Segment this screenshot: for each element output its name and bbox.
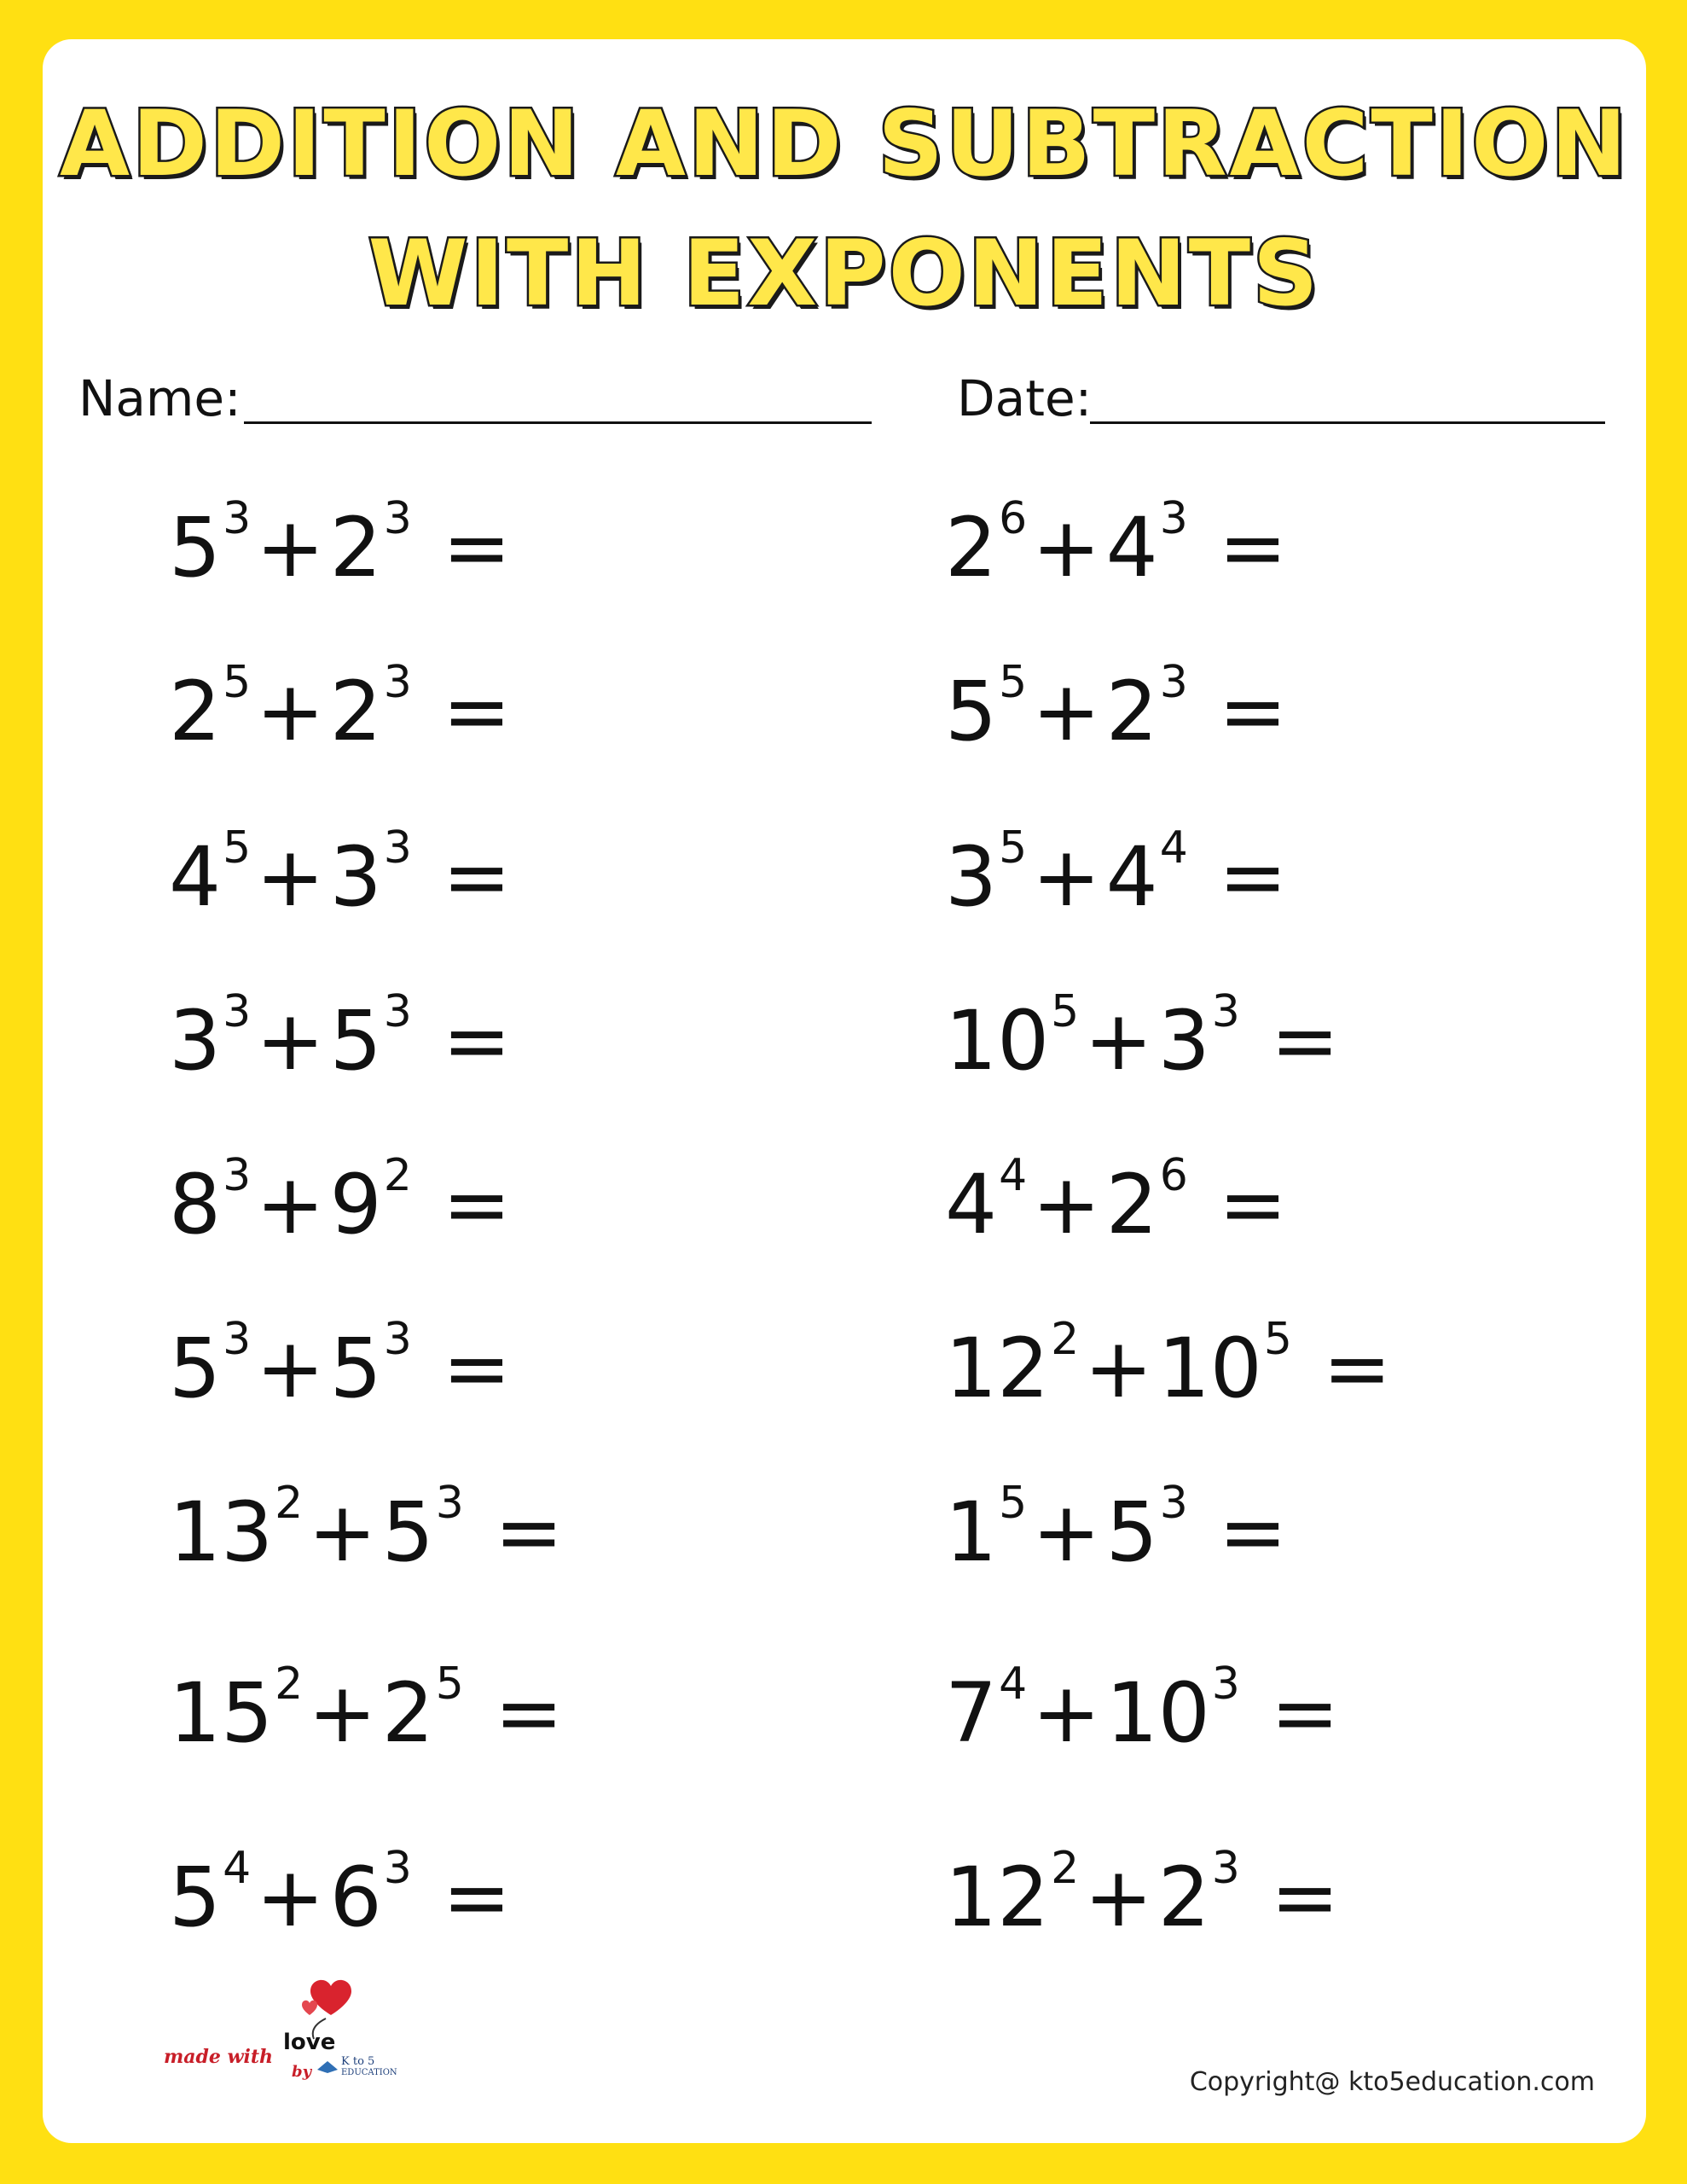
base: 5	[1105, 1484, 1158, 1580]
base: 4	[1105, 500, 1158, 595]
base: 5	[329, 1321, 382, 1416]
base: 5	[329, 993, 382, 1089]
exponent: 3	[1211, 1843, 1240, 1894]
base: 4	[945, 1157, 998, 1252]
made-with-text: made with	[164, 2046, 274, 2068]
problem-right-9	[945, 1843, 1340, 1945]
exponent: 3	[383, 657, 412, 708]
exponent: 3	[1159, 657, 1188, 708]
exponent: 3	[383, 493, 412, 544]
exponent: 5	[435, 1658, 464, 1710]
problem-left-2	[169, 657, 512, 759]
exponent: 3	[223, 986, 252, 1037]
base: 13	[169, 1484, 274, 1580]
equals-sign: =	[1218, 500, 1288, 595]
plus-sign: +	[1084, 1850, 1153, 1945]
equals-sign: =	[442, 993, 512, 1089]
worksheet-title-line-2: WITH EXPONENTS	[368, 221, 1321, 326]
exponent: 4	[999, 1658, 1028, 1710]
love-text: love	[283, 2030, 336, 2055]
base: 2	[381, 1665, 434, 1761]
equals-sign: =	[1270, 993, 1340, 1089]
plus-sign: +	[308, 1665, 377, 1761]
copyright-text: Copyright@ kto5education.com	[1189, 2067, 1595, 2097]
exponent: 2	[1051, 1314, 1080, 1365]
base: 10	[945, 993, 1050, 1089]
plus-sign: +	[256, 993, 325, 1089]
base: 3	[169, 993, 222, 1089]
logo-text-kto5: K to 5	[341, 2055, 375, 2068]
plus-sign: +	[1032, 664, 1101, 759]
equals-sign: =	[442, 1850, 512, 1945]
plus-sign: +	[256, 500, 325, 595]
worksheet-title-line-1: ADDITION AND SUBTRACTION	[59, 91, 1630, 196]
base: 10	[1105, 1665, 1210, 1761]
base: 2	[329, 500, 382, 595]
exponent: 3	[1211, 986, 1240, 1037]
plus-sign: +	[1032, 1665, 1101, 1761]
base: 9	[329, 1157, 382, 1252]
plus-sign: +	[1032, 500, 1101, 595]
equals-sign: =	[1218, 1157, 1288, 1252]
exponent: 2	[275, 1658, 304, 1710]
exponent: 3	[383, 1314, 412, 1365]
base: 4	[1105, 829, 1158, 925]
exponent: 5	[999, 822, 1028, 874]
exponent: 5	[999, 1478, 1028, 1529]
exponent: 3	[383, 1843, 412, 1894]
equals-sign: =	[442, 1157, 512, 1252]
base: 5	[169, 1850, 222, 1945]
equals-sign: =	[1270, 1850, 1340, 1945]
base: 1	[945, 1484, 998, 1580]
base: 2	[1105, 664, 1158, 759]
equals-sign: =	[442, 829, 512, 925]
exponent: 4	[223, 1843, 252, 1894]
exponent: 3	[1159, 1478, 1188, 1529]
base: 10	[1157, 1321, 1262, 1416]
exponent: 3	[1159, 493, 1188, 544]
exponent: 3	[223, 1314, 252, 1365]
base: 12	[945, 1850, 1050, 1945]
exponent: 3	[1211, 1658, 1240, 1710]
base: 5	[169, 1321, 222, 1416]
exponent: 6	[1159, 1150, 1188, 1201]
base: 6	[329, 1850, 382, 1945]
base: 8	[169, 1157, 222, 1252]
by-text: by	[292, 2063, 312, 2080]
equals-sign: =	[1218, 664, 1288, 759]
base: 3	[329, 829, 382, 925]
equals-sign: =	[442, 500, 512, 595]
plus-sign: +	[1032, 829, 1101, 925]
problem-left-6	[169, 1314, 512, 1416]
base: 5	[381, 1484, 434, 1580]
exponent: 5	[999, 657, 1028, 708]
problem-right-8	[945, 1658, 1340, 1761]
exponent: 5	[1263, 1314, 1292, 1365]
exponent: 5	[1051, 986, 1080, 1037]
plus-sign: +	[1032, 1157, 1101, 1252]
problem-left-8	[169, 1658, 564, 1761]
logo-text-education: EDUCATION	[341, 2068, 397, 2077]
equals-sign: =	[1322, 1321, 1392, 1416]
equals-sign: =	[494, 1484, 564, 1580]
exponent: 5	[223, 822, 252, 874]
plus-sign: +	[256, 1321, 325, 1416]
plus-sign: +	[308, 1484, 377, 1580]
problem-right-4	[945, 986, 1340, 1089]
equals-sign: =	[442, 664, 512, 759]
base: 2	[945, 500, 998, 595]
equals-sign: =	[1218, 829, 1288, 925]
problem-left-9	[169, 1843, 512, 1945]
name-field-line	[244, 421, 872, 424]
plus-sign: +	[256, 664, 325, 759]
base: 5	[945, 664, 998, 759]
exponent: 2	[275, 1478, 304, 1529]
problem-left-7	[169, 1478, 564, 1580]
plus-sign: +	[1084, 1321, 1153, 1416]
problem-right-3	[945, 822, 1288, 925]
base: 15	[169, 1665, 274, 1761]
plus-sign: +	[1084, 993, 1153, 1089]
base: 5	[169, 500, 222, 595]
plus-sign: +	[256, 829, 325, 925]
date-field-line	[1090, 421, 1605, 424]
exponent: 3	[223, 1150, 252, 1201]
exponent: 5	[223, 657, 252, 708]
plus-sign: +	[1032, 1484, 1101, 1580]
exponent: 4	[1159, 822, 1188, 874]
problem-right-7	[945, 1478, 1288, 1580]
book-icon	[317, 2061, 338, 2073]
problem-right-2	[945, 657, 1288, 759]
name-label: Name:	[78, 369, 241, 427]
date-label: Date:	[957, 369, 1093, 427]
exponent: 3	[223, 493, 252, 544]
exponent: 3	[435, 1478, 464, 1529]
base: 2	[169, 664, 222, 759]
exponent: 3	[383, 822, 412, 874]
worksheet-page	[43, 39, 1646, 2143]
equals-sign: =	[1218, 1484, 1288, 1580]
plus-sign: +	[256, 1157, 325, 1252]
problem-left-4	[169, 986, 512, 1089]
base: 2	[329, 664, 382, 759]
problem-right-6	[945, 1314, 1392, 1416]
problem-right-5	[945, 1150, 1288, 1252]
base: 12	[945, 1321, 1050, 1416]
equals-sign: =	[442, 1321, 512, 1416]
base: 4	[169, 829, 222, 925]
exponent: 2	[1051, 1843, 1080, 1894]
small-heart-icon	[302, 2001, 317, 2015]
heart-icon	[310, 1980, 351, 2015]
problem-left-1	[169, 493, 512, 595]
exponent: 2	[383, 1150, 412, 1201]
exponent: 4	[999, 1150, 1028, 1201]
base: 7	[945, 1665, 998, 1761]
problem-left-3	[169, 822, 512, 925]
exponent: 3	[383, 986, 412, 1037]
made-with-love-logo	[113, 1969, 437, 2080]
exponent: 6	[999, 493, 1028, 544]
base: 2	[1157, 1850, 1210, 1945]
base: 3	[945, 829, 998, 925]
base: 2	[1105, 1157, 1158, 1252]
equals-sign: =	[1270, 1665, 1340, 1761]
base: 3	[1157, 993, 1210, 1089]
plus-sign: +	[256, 1850, 325, 1945]
problem-left-5	[169, 1150, 512, 1252]
equals-sign: =	[494, 1665, 564, 1761]
problem-right-1	[945, 493, 1288, 595]
